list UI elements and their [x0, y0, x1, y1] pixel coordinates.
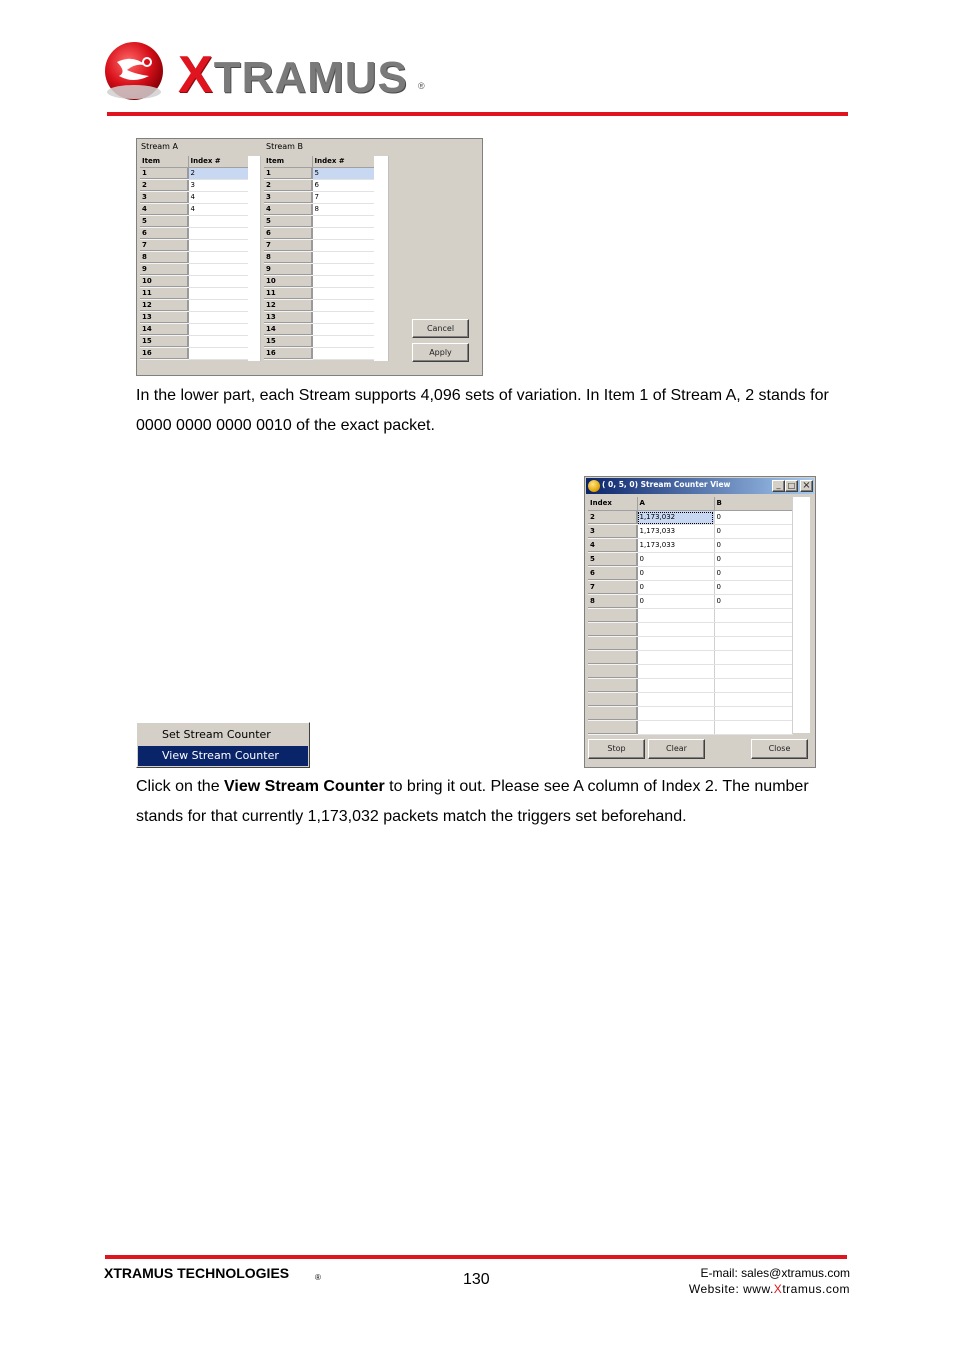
header-rule — [107, 112, 848, 116]
stream-b-item-cell: 14 — [264, 324, 312, 336]
close-button[interactable]: Close — [751, 739, 808, 759]
stream-b-item-cell: 6 — [264, 228, 312, 240]
counter-value-cell[interactable] — [637, 707, 714, 721]
stream-a-item-cell: 9 — [140, 264, 188, 276]
stream-b-item-cell: 15 — [264, 336, 312, 348]
counter-row — [588, 595, 792, 609]
stream-b-row — [264, 192, 374, 204]
stream-a-index-cell[interactable] — [188, 300, 248, 312]
counter-value-cell[interactable] — [637, 693, 714, 707]
stream-a-row — [140, 348, 248, 360]
stream-b-index-cell[interactable] — [312, 348, 374, 360]
counter-value-cell[interactable]: 1,173,032 — [637, 511, 714, 525]
stream-b-index-cell[interactable]: 8 — [312, 204, 374, 216]
counter-index-cell: 5 — [588, 553, 637, 567]
logo-rest: TRAMUS — [213, 53, 408, 102]
stream-a-index-cell[interactable] — [188, 252, 248, 264]
counter-row — [588, 721, 792, 735]
stream-b-index-cell[interactable] — [312, 336, 374, 348]
stream-a-item-cell: 3 — [140, 192, 188, 204]
stream-b-row — [264, 276, 374, 288]
stream-b-index-cell[interactable] — [312, 300, 374, 312]
stream-b-row — [264, 264, 374, 276]
stream-a-row — [140, 240, 248, 252]
counter-index-cell — [588, 693, 637, 707]
footer-website-x: X — [773, 1282, 783, 1296]
stream-a-item-cell: 14 — [140, 324, 188, 336]
paragraph-view-stream-counter — [136, 772, 836, 832]
stream-a-col-index: Index # — [188, 156, 248, 168]
counter-row — [588, 693, 792, 707]
stream-b-index-cell[interactable] — [312, 276, 374, 288]
stream-b-table — [264, 156, 375, 360]
stream-a-row — [140, 252, 248, 264]
footer-rule — [105, 1255, 847, 1259]
counter-row — [588, 609, 792, 623]
stream-b-col-item: Item — [264, 156, 312, 168]
counter-value-cell[interactable] — [637, 623, 714, 637]
counter-value-cell[interactable]: 0 — [714, 539, 792, 553]
stream-b-row — [264, 204, 374, 216]
counter-row — [588, 623, 792, 637]
counter-value-cell[interactable] — [637, 665, 714, 679]
stream-b-item-cell: 2 — [264, 180, 312, 192]
footer-company: XTRAMUS TECHNOLOGIES — [104, 1265, 290, 1281]
stream-a-item-cell: 10 — [140, 276, 188, 288]
counter-value-cell[interactable]: 0 — [637, 595, 714, 609]
stream-b-row — [264, 300, 374, 312]
stream-a-title: Stream A — [141, 142, 178, 151]
counter-col-header: B — [714, 497, 792, 511]
stream-b-item-cell: 16 — [264, 348, 312, 360]
stream-a-row — [140, 312, 248, 324]
stream-a-col-item: Item — [140, 156, 188, 168]
stream-b-item-cell: 8 — [264, 252, 312, 264]
apply-button[interactable]: Apply — [412, 343, 469, 362]
stream-b-item-cell: 5 — [264, 216, 312, 228]
stream-a-item-cell: 6 — [140, 228, 188, 240]
stream-a-item-cell: 13 — [140, 312, 188, 324]
stream-dialog — [136, 138, 483, 376]
stream-a-row — [140, 336, 248, 348]
stream-b-item-cell: 9 — [264, 264, 312, 276]
counter-row — [588, 651, 792, 665]
stream-a-row — [140, 204, 248, 216]
stream-b-index-cell[interactable] — [312, 288, 374, 300]
counter-index-cell — [588, 721, 637, 735]
stream-a-item-cell: 16 — [140, 348, 188, 360]
counter-row — [588, 553, 792, 567]
counter-value-cell[interactable] — [714, 623, 792, 637]
stream-a-item-cell: 12 — [140, 300, 188, 312]
stream-b-row — [264, 348, 374, 360]
clear-button[interactable]: Clear — [648, 739, 705, 759]
counter-col-header: Index — [588, 497, 637, 511]
counter-index-cell: 8 — [588, 595, 637, 609]
paragraph-view-post: to bring it out. Please see A column of Index 2. The number stands for that currently 1,173,032 packets match the triggers set beforehand. — [136, 778, 809, 825]
counter-index-cell: 7 — [588, 581, 637, 595]
counter-col-header: A — [637, 497, 714, 511]
counter-value-cell[interactable] — [637, 679, 714, 693]
counter-value-cell[interactable] — [714, 693, 792, 707]
stream-b-index-cell[interactable]: 5 — [312, 168, 374, 180]
counter-index-cell — [588, 665, 637, 679]
counter-value-cell[interactable] — [714, 707, 792, 721]
counter-value-cell[interactable] — [637, 651, 714, 665]
counter-row — [588, 511, 792, 525]
stream-b-row — [264, 228, 374, 240]
counter-index-cell — [588, 707, 637, 721]
stream-b-item-cell: 12 — [264, 300, 312, 312]
stream-b-row — [264, 324, 374, 336]
stream-b-row — [264, 336, 374, 348]
counter-index-cell — [588, 651, 637, 665]
counter-row — [588, 525, 792, 539]
footer-email: E-mail: sales@xtramus.com — [700, 1266, 850, 1280]
stream-a-index-cell[interactable] — [188, 324, 248, 336]
paragraph-view-bold: View Stream Counter — [224, 778, 385, 795]
stream-a-item-cell: 4 — [140, 204, 188, 216]
stream-a-index-cell[interactable] — [188, 336, 248, 348]
footer-website — [600, 1282, 850, 1296]
stream-b-index-cell[interactable] — [312, 324, 374, 336]
close-x-button[interactable]: × — [800, 480, 813, 492]
stream-a-row — [140, 228, 248, 240]
stream-a-row — [140, 300, 248, 312]
footer-website-prefix: Website: www. — [688, 1282, 774, 1296]
stream-a-index-cell[interactable] — [188, 312, 248, 324]
stream-b-row — [264, 180, 374, 192]
counter-value-cell[interactable]: 0 — [637, 553, 714, 567]
counter-row — [588, 567, 792, 581]
counter-table — [588, 497, 793, 735]
stream-b-index-cell[interactable] — [312, 228, 374, 240]
counter-row — [588, 679, 792, 693]
counter-index-cell: 4 — [588, 539, 637, 553]
counter-value-cell[interactable] — [714, 665, 792, 679]
counter-value-cell[interactable] — [714, 651, 792, 665]
stream-counter-window — [584, 476, 816, 768]
stream-a-row — [140, 180, 248, 192]
counter-value-cell[interactable] — [714, 637, 792, 651]
stream-b-item-cell: 13 — [264, 312, 312, 324]
stream-a-item-cell: 1 — [140, 168, 188, 180]
stream-a-index-cell[interactable]: 4 — [188, 192, 248, 204]
counter-index-cell — [588, 679, 637, 693]
stream-a-row — [140, 324, 248, 336]
counter-value-cell[interactable]: 1,173,033 — [637, 539, 714, 553]
counter-value-cell[interactable]: 0 — [714, 511, 792, 525]
stream-b-index-cell[interactable] — [312, 216, 374, 228]
counter-value-cell[interactable] — [637, 609, 714, 623]
app-icon — [588, 480, 600, 492]
stream-b-index-cell[interactable]: 6 — [312, 180, 374, 192]
counter-header-row — [588, 497, 792, 511]
stream-b-item-cell: 4 — [264, 204, 312, 216]
stream-b-item-cell: 3 — [264, 192, 312, 204]
counter-table-scroll-gap — [792, 497, 810, 733]
counter-value-cell[interactable] — [714, 721, 792, 735]
stream-b-col-index: Index # — [312, 156, 374, 168]
maximize-button[interactable]: □ — [785, 480, 798, 492]
stream-a-item-cell: 8 — [140, 252, 188, 264]
counter-value-cell[interactable]: 1,173,033 — [637, 525, 714, 539]
stream-b-item-cell: 11 — [264, 288, 312, 300]
counter-row — [588, 707, 792, 721]
counter-row — [588, 637, 792, 651]
stream-a-table — [140, 156, 249, 360]
counter-value-cell[interactable]: 0 — [637, 567, 714, 581]
counter-value-cell[interactable]: 0 — [714, 567, 792, 581]
window-title: ( 0, 5, 0) Stream Counter View — [602, 480, 731, 489]
stream-b-row — [264, 312, 374, 324]
stream-a-index-cell[interactable]: 3 — [188, 180, 248, 192]
counter-index-cell: 2 — [588, 511, 637, 525]
title-bar — [586, 478, 814, 494]
counter-index-cell — [588, 609, 637, 623]
stream-a-index-cell[interactable] — [188, 216, 248, 228]
stream-b-index-cell[interactable] — [312, 312, 374, 324]
stream-a-index-cell[interactable]: 2 — [188, 168, 248, 180]
stream-a-index-cell[interactable]: 4 — [188, 204, 248, 216]
counter-index-cell: 3 — [588, 525, 637, 539]
stop-button[interactable]: Stop — [588, 739, 645, 759]
stream-b-index-cell[interactable] — [312, 240, 374, 252]
stream-b-index-cell[interactable] — [312, 252, 374, 264]
stream-b-row — [264, 240, 374, 252]
counter-value-cell[interactable]: 0 — [714, 525, 792, 539]
stream-a-item-cell: 7 — [140, 240, 188, 252]
counter-row — [588, 539, 792, 553]
logo-wordmark — [178, 46, 408, 104]
logo-mark-icon — [103, 40, 165, 102]
counter-value-cell[interactable] — [637, 637, 714, 651]
counter-row — [588, 665, 792, 679]
logo-registered-mark: ® — [418, 81, 425, 91]
logo-initial: X — [178, 46, 214, 104]
counter-index-cell: 6 — [588, 567, 637, 581]
counter-value-cell[interactable]: 0 — [714, 595, 792, 609]
stream-a-index-cell[interactable] — [188, 276, 248, 288]
footer-website-suffix: tramus.com — [782, 1282, 850, 1296]
stream-a-index-cell[interactable] — [188, 264, 248, 276]
stream-a-row — [140, 288, 248, 300]
stream-b-index-cell[interactable] — [312, 264, 374, 276]
stream-a-item-cell: 11 — [140, 288, 188, 300]
stream-b-row — [264, 288, 374, 300]
stream-a-row — [140, 168, 248, 180]
menu-item-set-stream-counter[interactable]: Set Stream Counter — [162, 728, 271, 741]
stream-b-scroll-gap — [374, 156, 389, 361]
counter-value-cell[interactable]: 0 — [714, 581, 792, 595]
counter-value-cell[interactable]: 0 — [714, 553, 792, 567]
stream-b-row — [264, 168, 374, 180]
stream-a-row — [140, 264, 248, 276]
stream-a-row — [140, 216, 248, 228]
stream-b-title: Stream B — [266, 142, 303, 151]
cancel-button[interactable]: Cancel — [412, 319, 469, 338]
stream-b-row — [264, 216, 374, 228]
stream-a-scroll-gap — [248, 156, 261, 361]
stream-a-row — [140, 192, 248, 204]
minimize-button[interactable]: _ — [772, 480, 785, 492]
counter-value-cell[interactable]: 0 — [637, 581, 714, 595]
footer-company-reg: ® — [315, 1273, 321, 1282]
counter-index-cell — [588, 623, 637, 637]
stream-a-index-cell[interactable] — [188, 228, 248, 240]
stream-a-row — [140, 276, 248, 288]
stream-b-item-cell: 7 — [264, 240, 312, 252]
stream-b-item-cell: 1 — [264, 168, 312, 180]
stream-a-item-cell: 2 — [140, 180, 188, 192]
counter-value-cell[interactable] — [637, 721, 714, 735]
counter-value-cell[interactable] — [714, 679, 792, 693]
page-number: 130 — [463, 1271, 490, 1288]
counter-row — [588, 581, 792, 595]
counter-index-cell — [588, 637, 637, 651]
stream-a-index-cell[interactable] — [188, 288, 248, 300]
paragraph-variation: In the lower part, each Stream supports 4,096 sets of variation. In Item 1 of Stream A, 2 stands for 0000 0000 0000 0010 of the exact packet. — [136, 387, 829, 434]
stream-a-item-cell: 5 — [140, 216, 188, 228]
stream-a-index-cell[interactable] — [188, 348, 248, 360]
stream-b-item-cell: 10 — [264, 276, 312, 288]
stream-a-item-cell: 15 — [140, 336, 188, 348]
stream-b-row — [264, 252, 374, 264]
context-menu — [136, 722, 310, 768]
stream-a-index-cell[interactable] — [188, 240, 248, 252]
stream-b-index-cell[interactable]: 7 — [312, 192, 374, 204]
counter-value-cell[interactable] — [714, 609, 792, 623]
menu-item-view-stream-counter[interactable]: View Stream Counter — [138, 746, 308, 766]
paragraph-view-pre: Click on the — [136, 778, 225, 795]
